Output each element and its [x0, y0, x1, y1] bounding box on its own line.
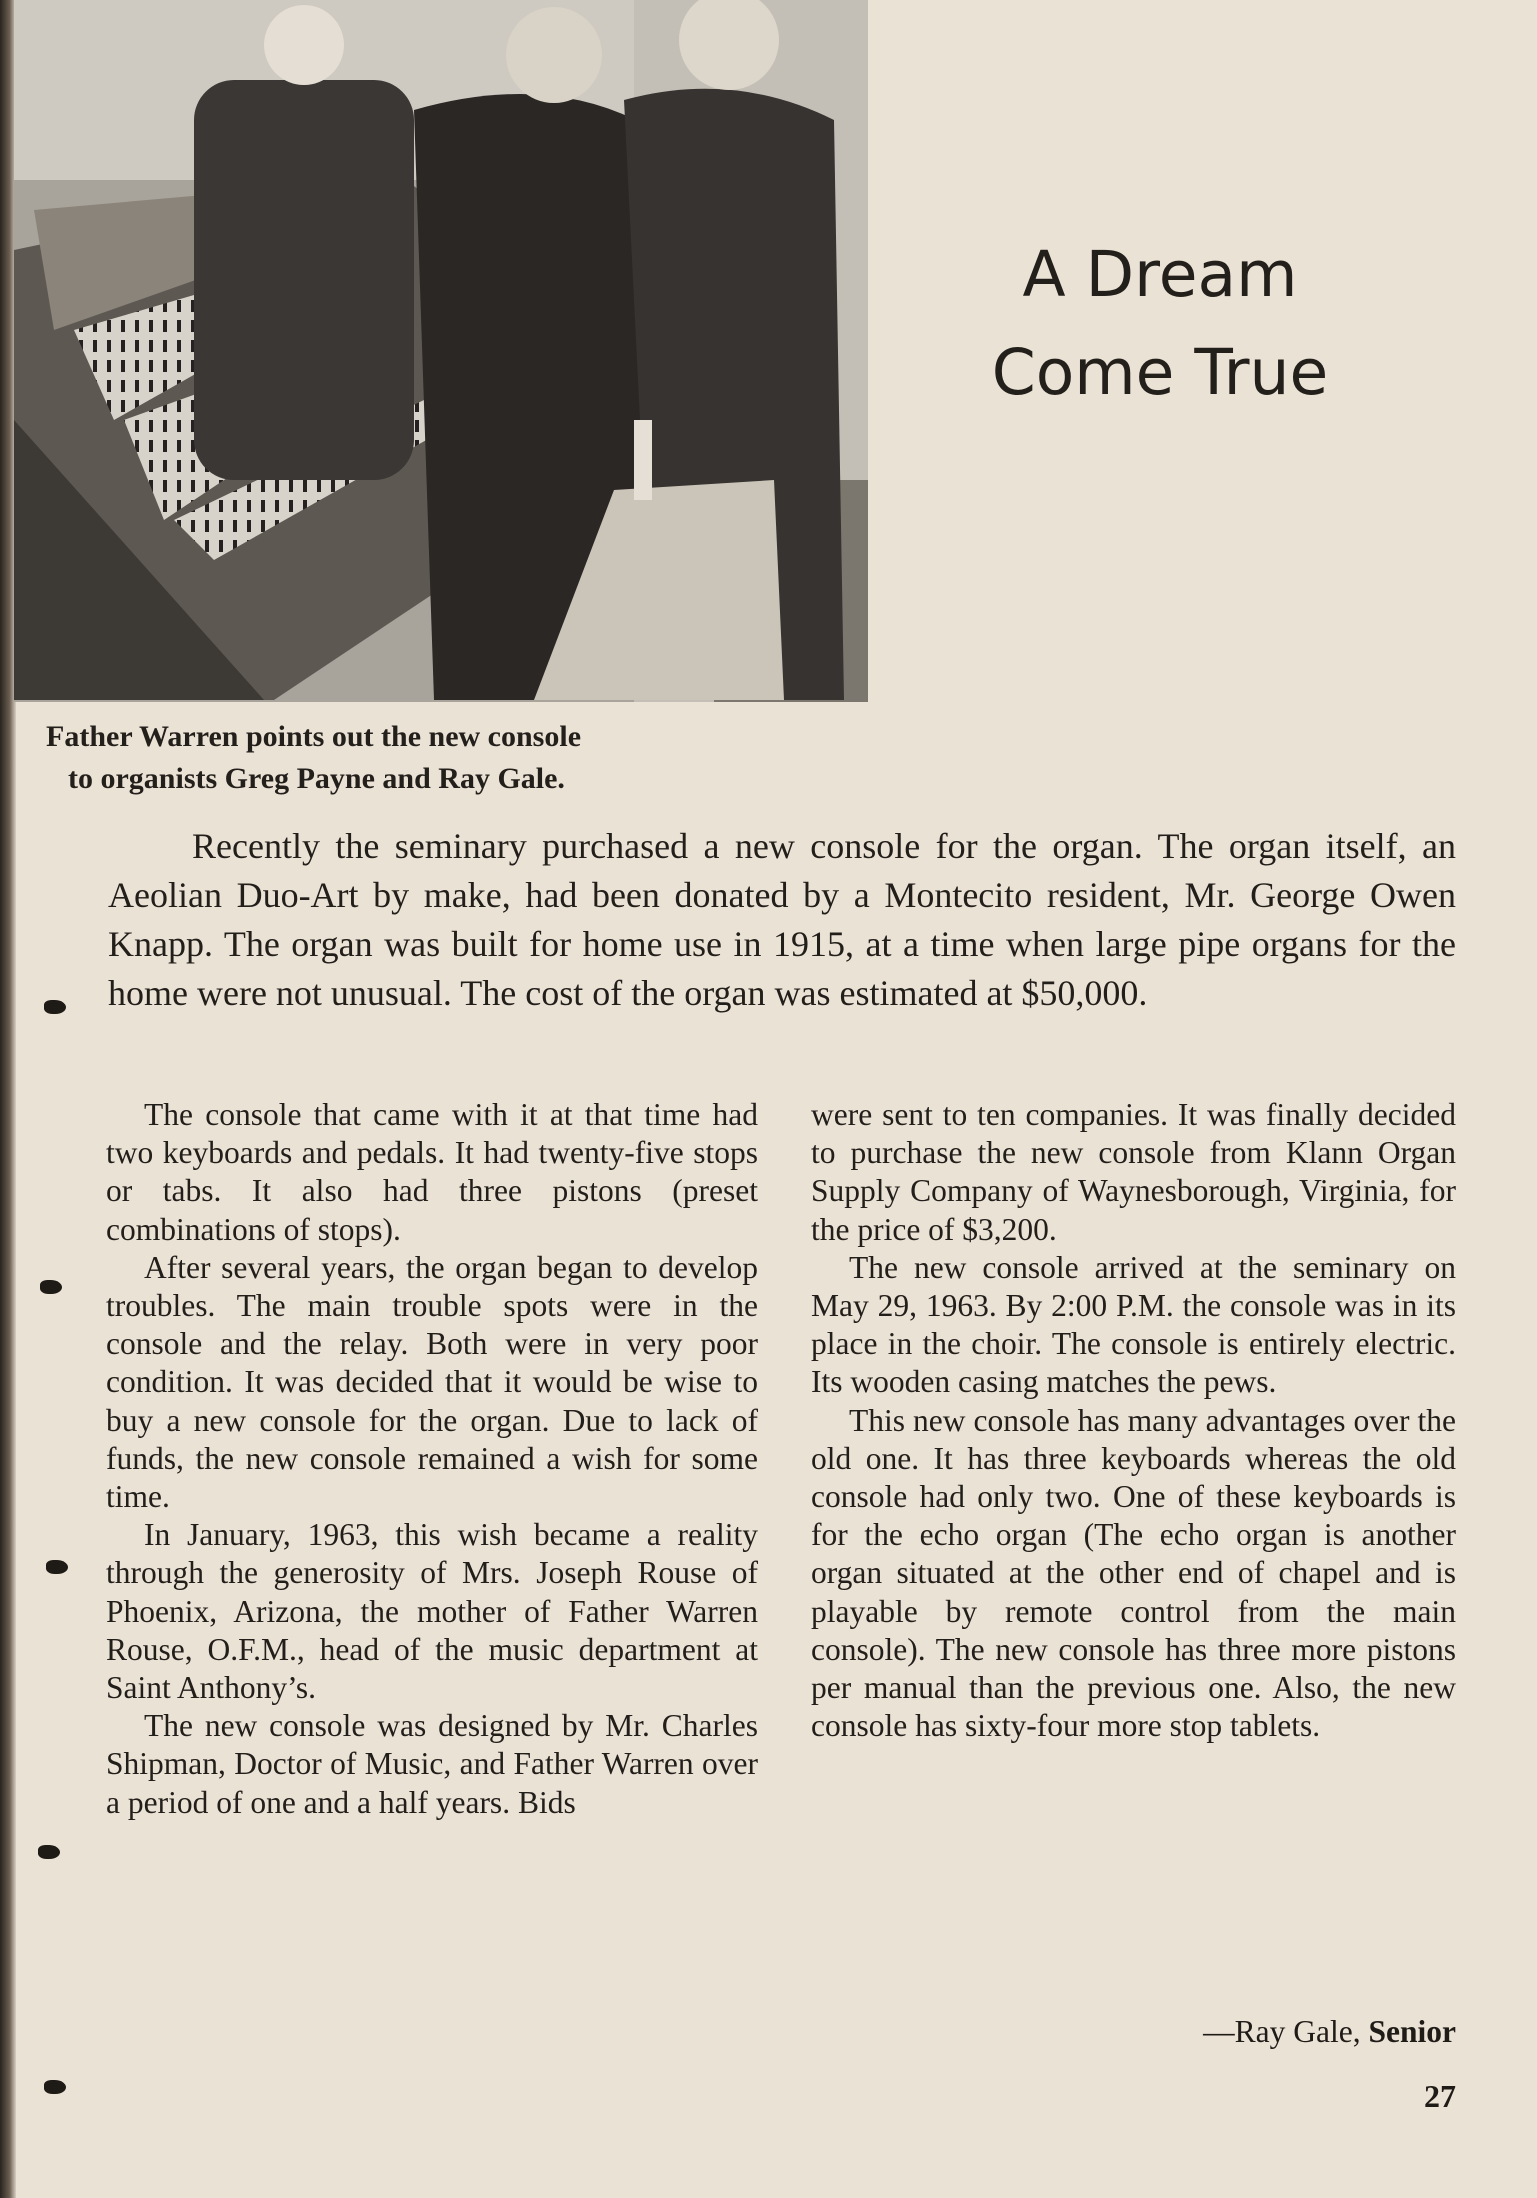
caption-line: Father Warren points out the new console: [46, 720, 582, 753]
author-signature: [811, 2012, 1456, 2052]
title-line: A Dream: [1022, 238, 1298, 311]
title-line: Come True: [991, 336, 1329, 409]
caption-line: to organists Greg Payne and Ray Gale.: [68, 762, 565, 795]
body-paragraph: The console that came with it at that time had two keyboards and pedals. It had twenty-five stops or tabs. It also had three pistons (preset combinations of stops).: [106, 1097, 758, 1247]
page-number: 27: [1424, 2078, 1456, 2114]
body-paragraph: The new console arrived at the seminary on May 29, 1963. By 2:00 P.M. the console was in its place in the choir. The console is entirely electric. Its wooden casing matches the pews.: [811, 1249, 1456, 1400]
author-name: —Ray Gale,: [1203, 2014, 1361, 2049]
left-column: [106, 1096, 758, 1822]
author-role: Senior: [1368, 2014, 1456, 2049]
intro-paragraph: Recently the seminary purchased a new console for the organ. The organ itself, an Aeolian Duo-Art by make, had been donated by a Montecito resident, Mr. George Owen Knapp. The organ was built for home use in 1915, at a time when large pipe organs for the home were not unusual. The cost of the organ was estimated at $50,000.: [108, 826, 1456, 1013]
staple-hole: [46, 1560, 68, 1574]
body-paragraph: After several years, the organ began to develop troubles. The main trouble spots were in the console and the relay. Both were in very poor condition. It was decided that it would be wise to buy a new console for the organ. Due to lack of funds, the new console remained a wish for some time.: [106, 1249, 758, 1515]
body-paragraph: In January, 1963, this wish became a reality through the generosity of Mrs. Joseph Rouse of Phoenix, Arizona, the mother of Father Warren Rouse, O.F.M., head of the music department at Saint Anthony’s.: [106, 1517, 758, 1706]
article-photo: [14, 0, 868, 702]
body-paragraph: The new console was designed by Mr. Charles Shipman, Doctor of Music, and Father Warren over a period of one and a half years. Bids: [106, 1708, 758, 1820]
staple-hole: [44, 1000, 66, 1014]
body-paragraph: were sent to ten companies. It was finally decided to purchase the new console from Klann Organ Supply Company of Waynesborough, Virginia, for the price of $3,200.: [811, 1097, 1456, 1247]
right-column: [811, 1096, 1456, 1745]
article-title: [910, 226, 1410, 422]
photo-caption: [46, 716, 866, 800]
body-paragraph: This new console has many advantages over the old one. It has three keyboards whereas the old console had only two. One of these keyboards is for the echo organ (The echo organ is another organ situated at the other end of chapel and is playable by remote control from the main console). The new console has three more pistons per manual than the previous one. Also, the new console has sixty-four more stop tablets.: [811, 1402, 1456, 1744]
staple-hole: [40, 1280, 62, 1294]
staple-hole: [44, 2080, 66, 2094]
staple-hole: [38, 1845, 60, 1859]
